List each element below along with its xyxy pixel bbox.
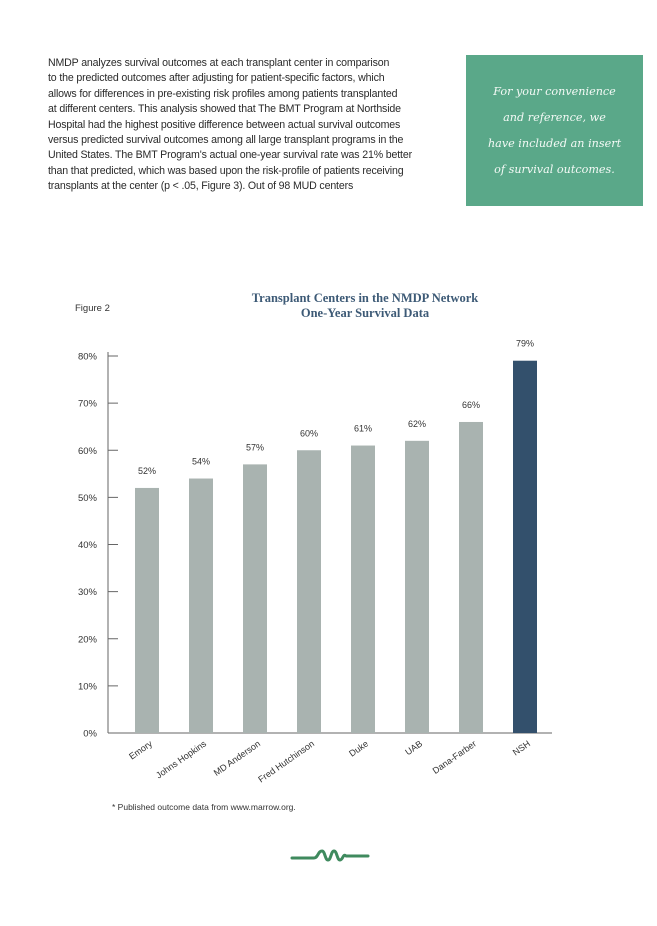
bar (189, 479, 213, 733)
y-tick-label: 60% (77, 445, 97, 457)
insert-callout-box (466, 55, 643, 206)
bar-value-label: 61% (353, 423, 373, 434)
x-category-label: UAB (403, 738, 425, 758)
bar (351, 446, 375, 733)
figure-label: Figure 2 (75, 303, 110, 314)
paragraph-line: NMDP analyzes survival outcomes at each transplant center in comparison (48, 57, 390, 69)
bar (297, 450, 321, 733)
y-tick-label: 20% (77, 634, 97, 646)
paragraph-line: transplants at the center (p < .05, Figure 3). Out of 98 MUD centers (48, 180, 354, 193)
x-category-label: Dana-Farber (430, 738, 479, 776)
bar-value-label: 62% (407, 418, 427, 429)
y-tick-label: 80% (77, 351, 97, 363)
x-category-label: Duke (347, 738, 371, 759)
paragraph-line: United States. The BMT Program's actual one-year survival rate was 21% better (48, 149, 412, 162)
paragraph-line: allows for differences in pre-existing risk profiles among patients transplanted (48, 87, 398, 100)
paragraph-line: at different centers. This analysis showed that The BMT Program at Northside (48, 103, 401, 116)
paragraph-line: versus predicted survival outcomes among all large transplant programs in the (48, 134, 404, 147)
callout-line: and reference, we (503, 110, 606, 124)
survival-bar-chart (0, 330, 657, 800)
x-category-label: Emory (127, 738, 155, 762)
x-category-label: NSH (510, 738, 533, 758)
paragraph-line: to the predicted outcomes after adjusting for patient-specific factors, which (48, 72, 385, 85)
x-category-label: MD Anderson (211, 738, 263, 778)
callout-line: have included an insert (487, 136, 622, 150)
bar-value-label: 66% (461, 399, 481, 410)
y-tick-label: 0% (83, 728, 97, 740)
x-category-label: Johns Hopkins (154, 738, 209, 781)
y-tick-label: 70% (77, 398, 97, 410)
paragraph-line: than that predicted, which was based upon the risk-profile of patients receiving (48, 164, 404, 177)
y-tick-label: 30% (77, 587, 97, 599)
bar (405, 441, 429, 733)
bar-value-label: 52% (137, 465, 157, 476)
callout-line: of survival outcomes. (494, 162, 615, 176)
intro-paragraph (48, 56, 448, 195)
footnote: * Published outcome data from www.marrow.org. (112, 802, 296, 812)
x-category-label: Fred Hutchinson (256, 738, 317, 785)
bar (243, 464, 267, 733)
bar-value-label: 60% (299, 428, 319, 439)
y-tick-label: 10% (77, 681, 97, 693)
bar-highlight (513, 361, 537, 733)
chart-title: Transplant Centers in the NMDP Network (251, 291, 479, 305)
y-tick-label: 40% (77, 540, 97, 551)
y-tick-label: 50% (77, 492, 97, 504)
decorative-flourish-icon (290, 846, 370, 868)
chart-subtitle: One-Year Survival Data (300, 306, 430, 320)
bar (459, 422, 483, 733)
bar-value-label: 54% (191, 456, 211, 467)
bar-value-label: 79% (515, 338, 535, 349)
bar-value-label: 57% (245, 442, 265, 453)
bar (135, 488, 159, 733)
callout-line: For your convenience (493, 84, 616, 98)
paragraph-line: Hospital had the highest positive difference between actual survival outcomes (48, 118, 401, 131)
